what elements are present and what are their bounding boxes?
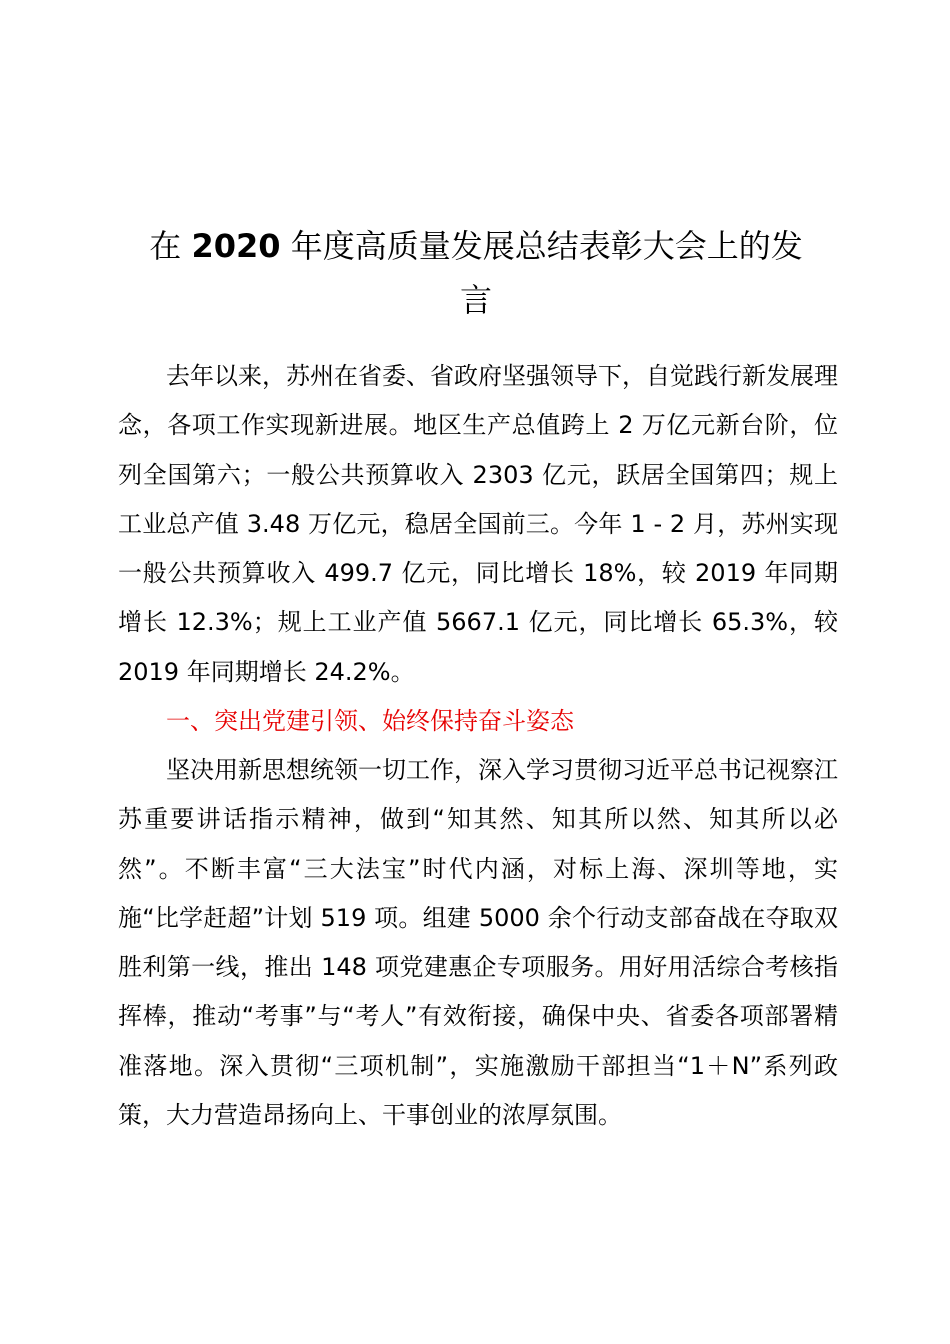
document-title-line2: 言 <box>459 281 492 319</box>
title-year: 2020 <box>191 227 281 265</box>
paragraph-party-building: 坚决用新思想统领一切工作，深入学习贯彻习近平总书记视察江苏重要讲话指示精神，做到“知其然、知其所以然、知其所以必然”。不断丰富“三大法宝”时代内涵，对标上海、深圳等地，实施“比学赶超”计划 519 项。组建 5000 余个行动支部奋战在夺取双胜利第一线，推出 148 项党建惠企专项服务。用好用活综合考核指挥棒，推动“考事”与“考人”有效衔接，确保中央、省委各项部署精准落地。深入贯彻“三项机制”，实施激励干部担当“1＋N”系列政策，大力营造昂扬向上、干事创业的浓厚氛围。 <box>118 756 838 1130</box>
document-title-line1 <box>118 218 834 274</box>
title-prefix: 在 <box>149 227 192 265</box>
title-suffix: 年度高质量发展总结表彰大会上的发 <box>280 227 803 265</box>
paragraph-intro: 去年以来，苏州在省委、省政府坚强领导下，自觉践行新发展理念，各项工作实现新进展。地区生产总值跨上 2 万亿元新台阶，位列全国第六；一般公共预算收入 2303 亿元，跃居全国第四；规上工业总产值 3.48 万亿元，稳居全国前三。今年 1 - 2 月，苏州实现一般公共预算收入 499.7 亿元，同比增长 18%，较 2019 年同期增长 12.3%；规上工业产值 5667.1 亿元，同比增长 65.3%，较 2019 年同期增长 24.2%。 <box>118 362 838 686</box>
section-heading-1: 一、突出党建引领、始终保持奋斗姿态 <box>166 707 574 735</box>
